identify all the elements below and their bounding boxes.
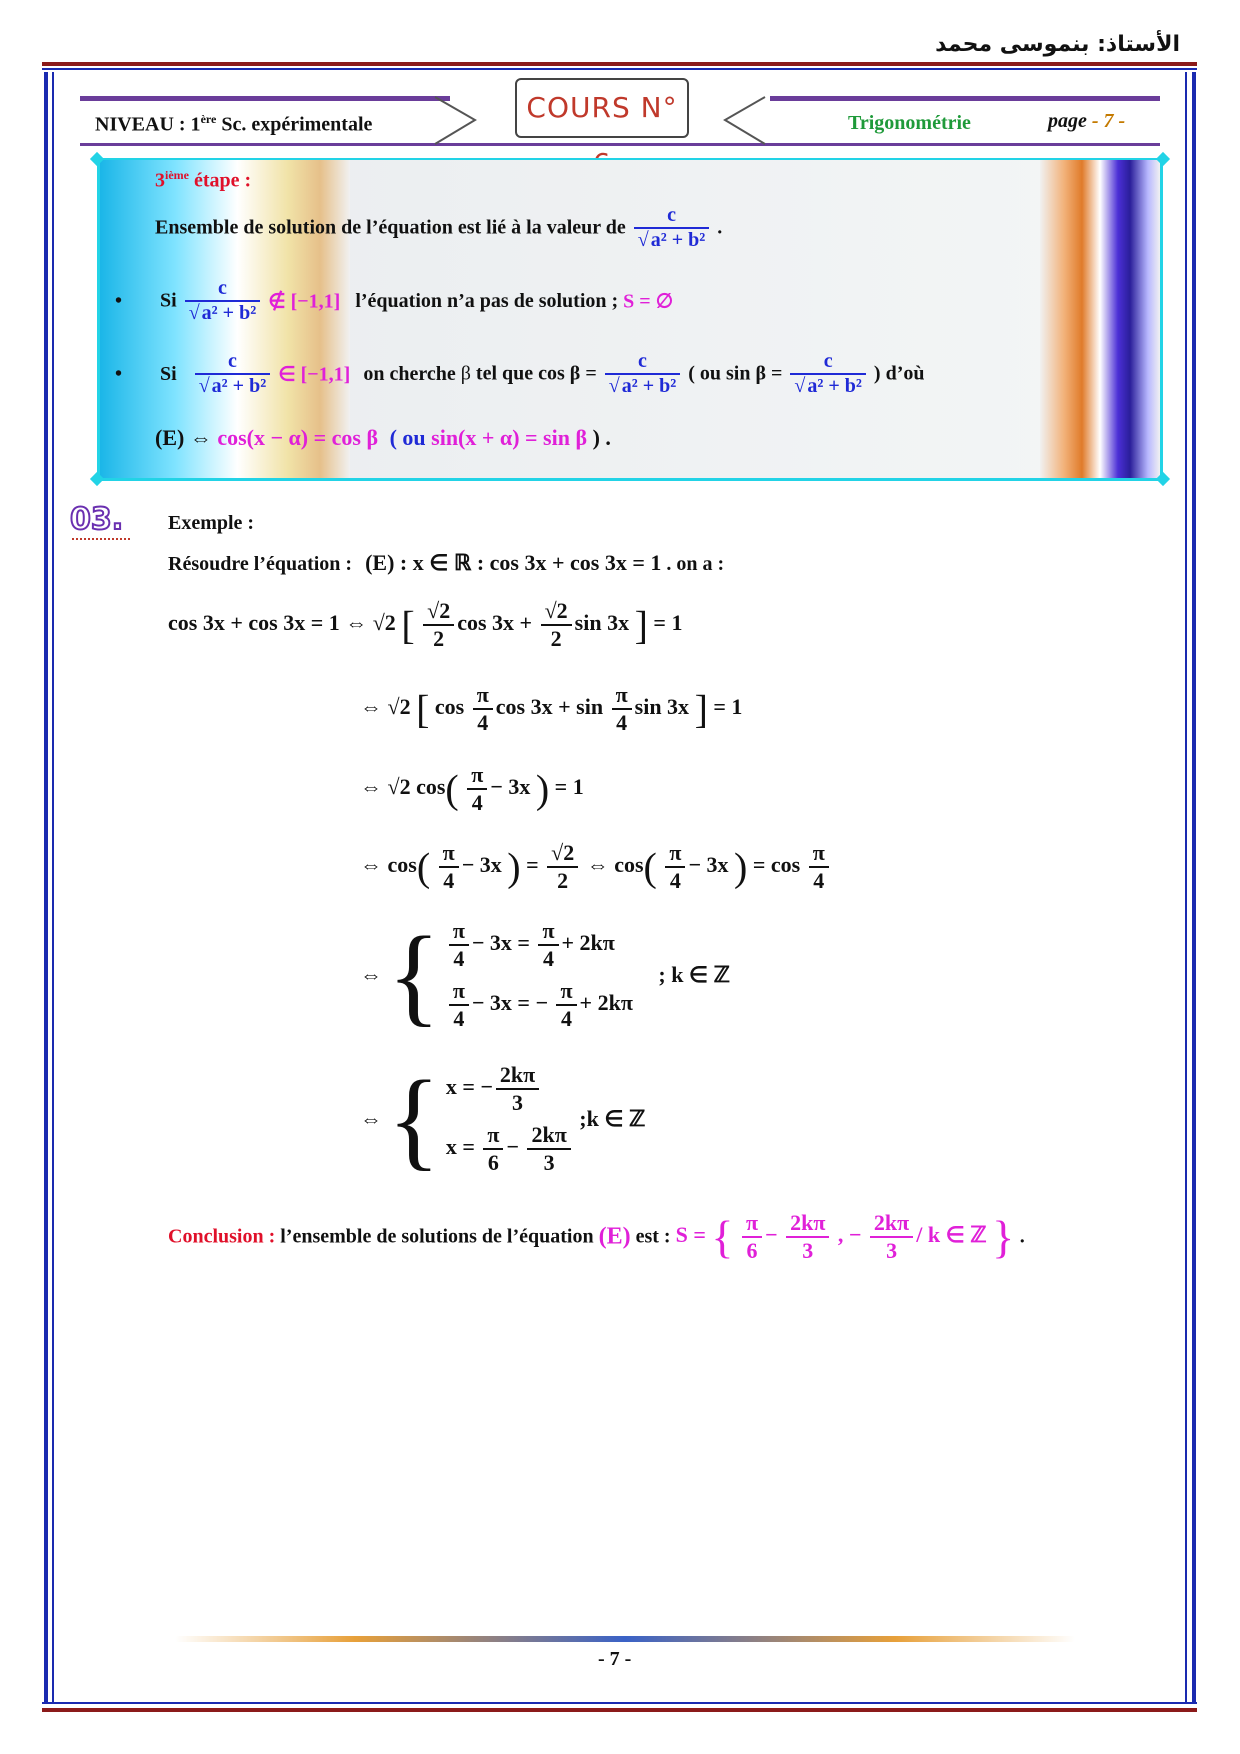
conclusion: Conclusion : l’ensemble de solutions de l’équation (E) est : S = { $\frac{\pi}{6}$ − $\frac{2k\pi}{3}$ , − $\frac{2k\pi}{3}$ / k ∈ ℤ } . <box>168 1210 1025 1263</box>
example-statement: Résoudre l’équation : (E) : x ∈ ℝ : cos 3x + cos 3x = 1 . on a : <box>168 550 725 575</box>
header-rule-left <box>80 96 450 101</box>
page-label: page - 7 - <box>1048 110 1126 132</box>
top-rule-blue <box>42 68 1197 70</box>
fraction: $\frac{c}{\text{√ a² + b²}}$ <box>195 350 271 398</box>
step-title: 3ième étape : <box>155 168 252 192</box>
footer-rule <box>175 1636 1075 1642</box>
bottom-rule-blue <box>42 1702 1197 1704</box>
bottom-rule <box>42 1708 1197 1712</box>
subject: Trigonométrie <box>848 112 971 134</box>
left-border <box>44 72 48 1702</box>
footer-page-number: - 7 - <box>598 1648 632 1670</box>
teacher-name: الأستاذ: بنموسى محمد <box>935 32 1180 57</box>
top-rule <box>42 62 1197 66</box>
math-line-3: ⇔ √2 cos( $\frac{\pi}{4}$ − 3x ) = 1 <box>360 762 584 815</box>
left-border-thin <box>52 72 54 1702</box>
section-underline <box>72 538 130 540</box>
box-gradient-right <box>1040 160 1160 478</box>
section-number: 03. <box>70 502 124 537</box>
bullet-1: • Si $\frac{c}{\text{√ a² + b²}}$ ∉ [−1,1] l’équation n’a pas de solution ; S = ∅ <box>115 277 674 324</box>
bullet-2: • Si $\frac{c}{\text{√ a² + b²}}$ ∈ [−1,1] on cherche β tel que cos β = $\frac{c}{\text{√ a² + b²}}$ ( ou sin β = $\frac{c}{\text{√ a² + b²}}$ ) d’où <box>115 350 925 397</box>
right-border-thin <box>1185 72 1187 1702</box>
example-title: Exemple : <box>168 512 255 534</box>
niveau: NIVEAU : 1ère Sc. expérimentale <box>95 112 373 136</box>
box-intro: Ensemble de solution de l’équation est lié à la valeur de $\frac{c}{\text{√ a² + b²}}$ . <box>155 204 723 251</box>
box-top-rule <box>97 158 1163 160</box>
cours-title: COURS N° <box>515 78 689 138</box>
right-border <box>1192 72 1196 1702</box>
math-line-2: ⇔ √2 [ cos $\frac{\pi}{4}$ cos 3x + sin $\frac{\pi}{4}$ sin 3x ] = 1 <box>360 682 743 735</box>
fraction: $\frac{c}{\text{√ a² + b²}}$ <box>605 350 681 398</box>
math-system-1: ⇔ { $\frac{\pi}{4}$ − 3x = $\frac{\pi}{4}$ + 2kπ $\frac{\pi}{4}$ − 3x = − $\frac{\pi}{4}$ + 2kπ ; k ∈ ℤ <box>360 914 730 1036</box>
fraction: $\frac{c}{\text{√ a² + b²}}$ <box>634 204 710 252</box>
box-bottom-rule <box>97 478 1163 481</box>
equivalence-line: (E) ⇔ cos(x − α) = cos β ( ou sin(x + α) = sin β ) . <box>155 425 611 450</box>
math-system-2: ⇔ { x = − $\frac{2k\pi}{3}$ x = $\frac{\pi}{6}$ − $\frac{2k\pi}{3}$ ;k ∈ ℤ <box>360 1058 646 1180</box>
math-line-4: ⇔ cos( $\frac{\pi}{4}$ − 3x ) = $\frac{√2}{2}$ ⇔ cos( $\frac{\pi}{4}$ − 3x ) = cos $\frac{\pi}{4}$ <box>360 840 832 894</box>
fraction: $\frac{c}{\text{√ a² + b²}}$ <box>185 277 261 325</box>
math-line-1: cos 3x + cos 3x = 1 ⇔ √2 [ $\frac{√2}{2}$ cos 3x + $\frac{√2}{2}$ sin 3x ] = 1 <box>168 598 683 651</box>
header-rule-right <box>770 96 1160 101</box>
fraction: $\frac{c}{\text{√ a² + b²}}$ <box>790 350 866 398</box>
